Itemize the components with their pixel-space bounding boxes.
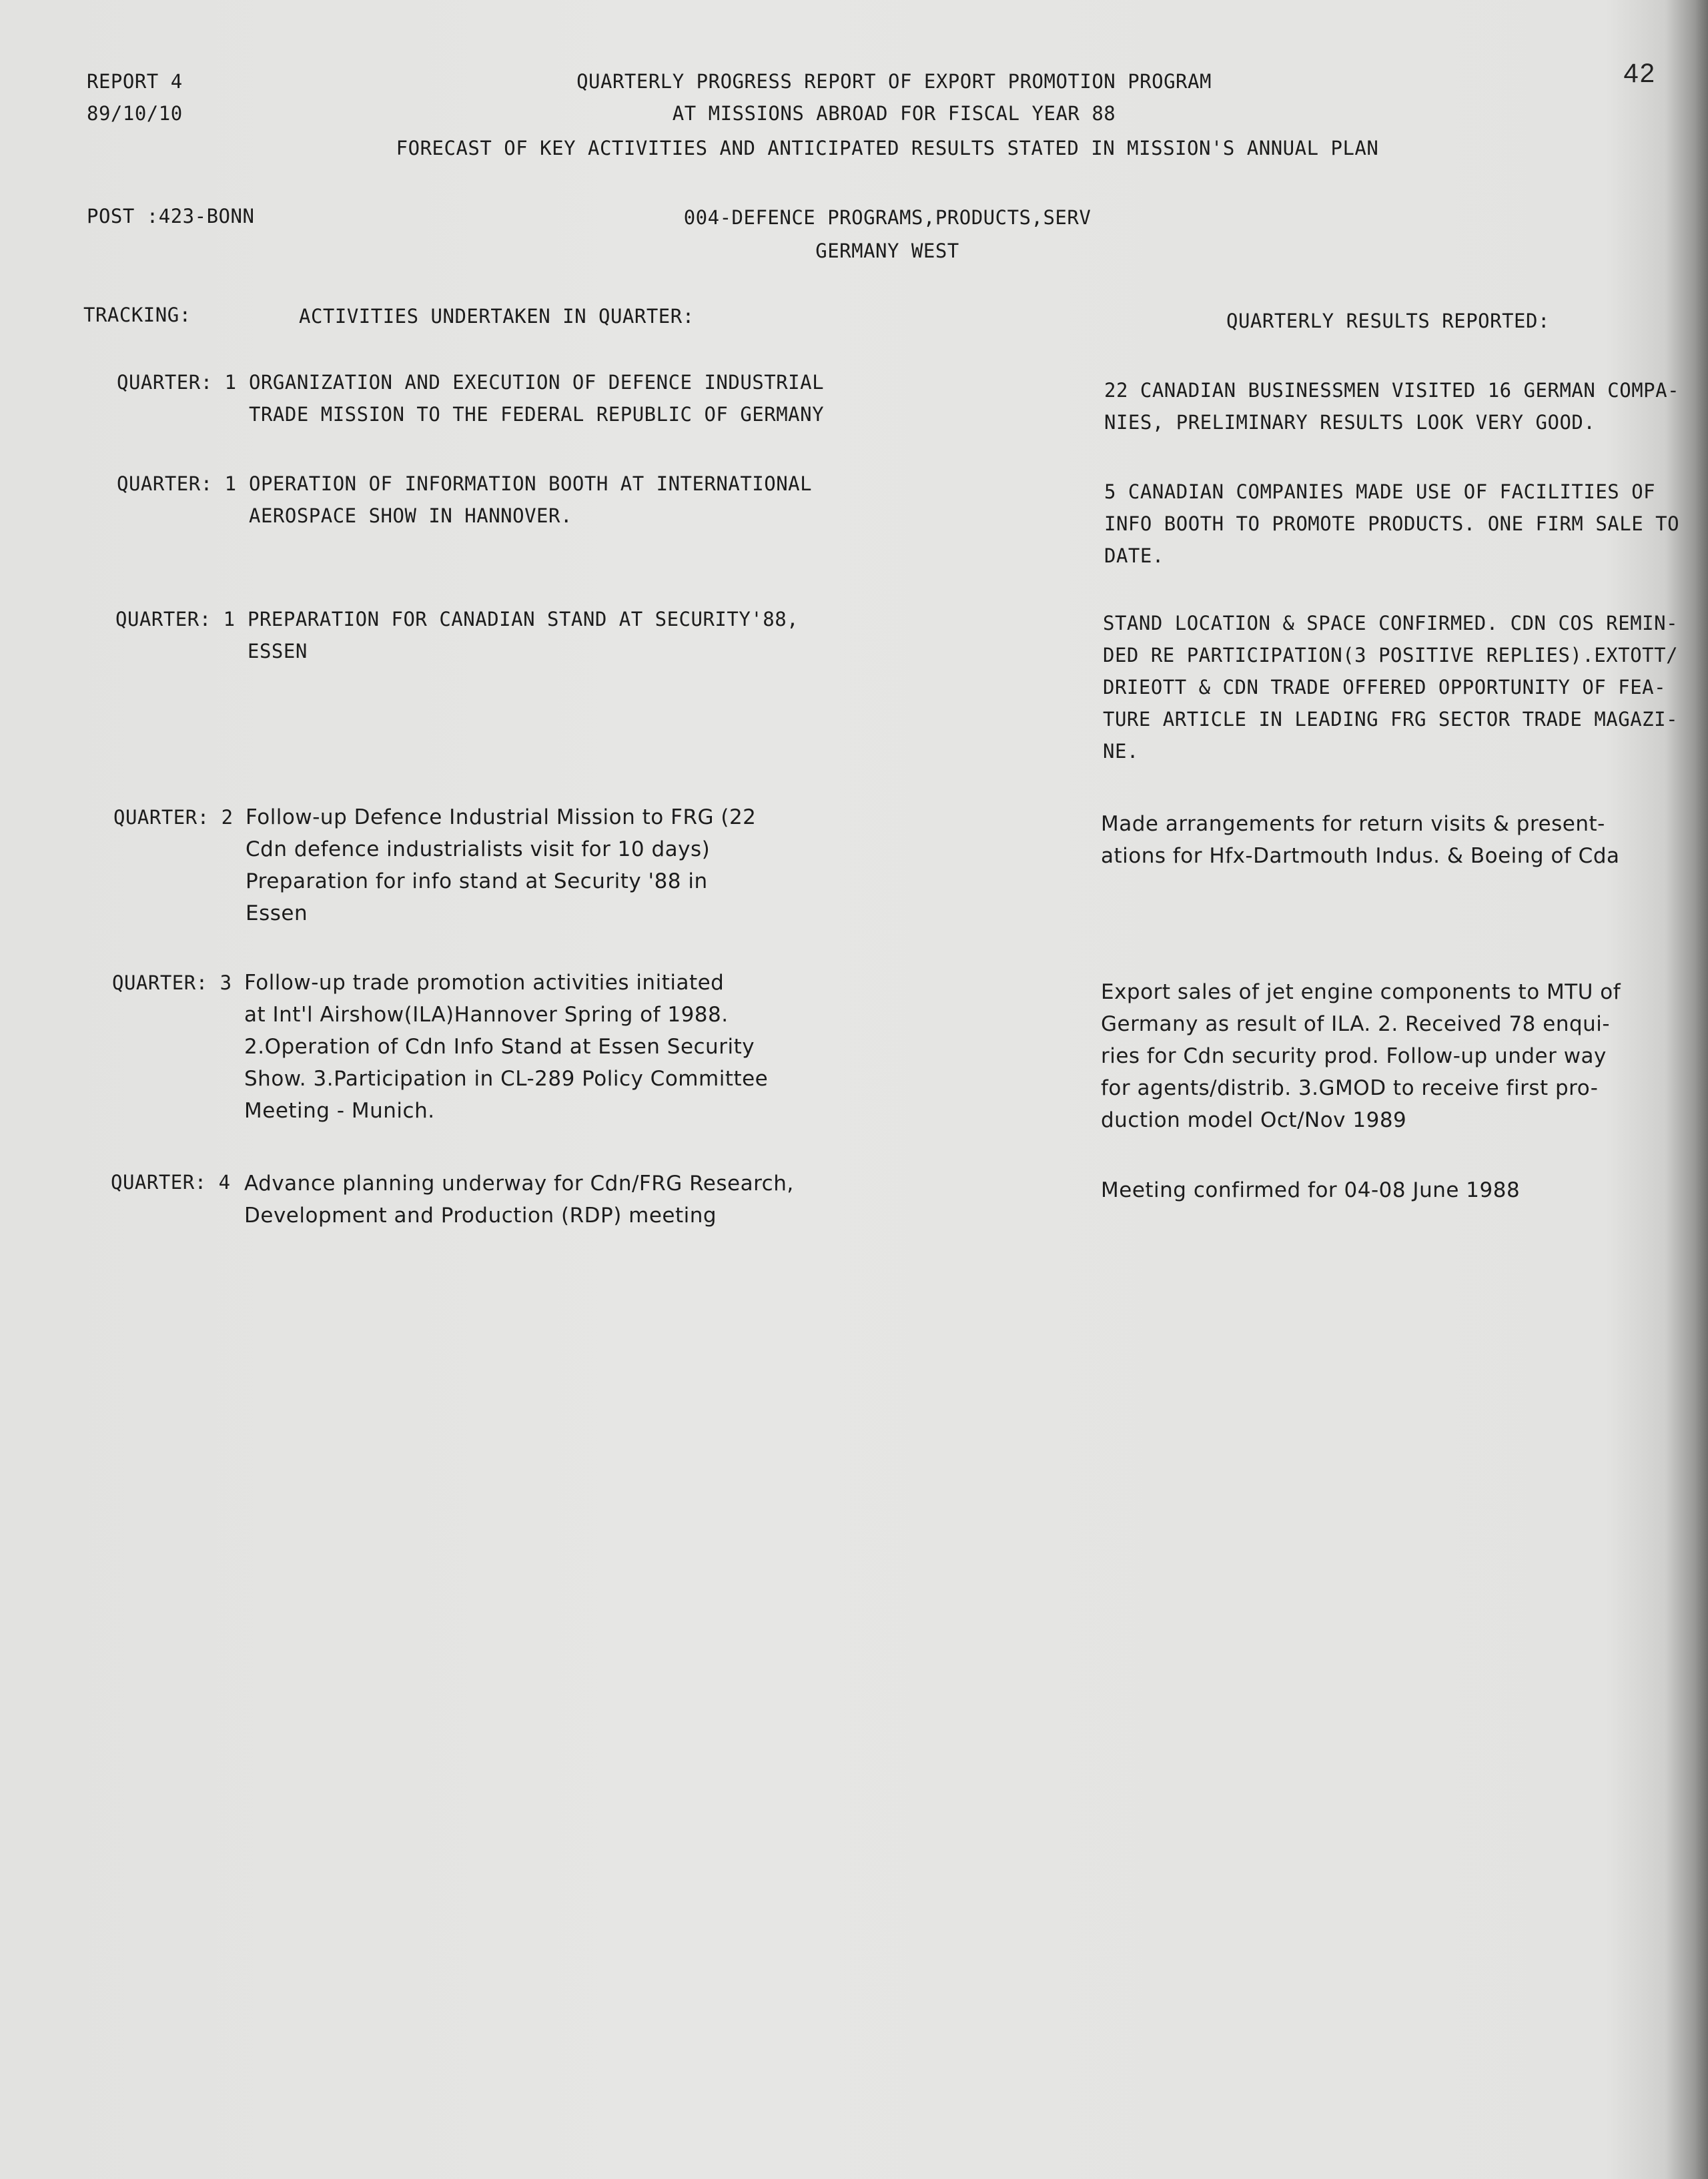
entry-result: STAND LOCATION & SPACE CONFIRMED. CDN COS REMIN- DED RE PARTICIPATION(3 POSITIVE REPLIES).EXTOTT/ DRIEOTT & CDN TRADE OFFERED OPPORTUNITY OF FEA- TURE ARTICLE IN LEADING FRG SECTOR TRADE MAGAZI- NE. [1103, 612, 1679, 763]
entry-result: 22 CANADIAN BUSINESSMEN VISITED 16 GERMAN COMPA- NIES, PRELIMINARY RESULTS LOOK VERY GOOD. [1104, 379, 1680, 434]
entry-result: Meeting confirmed for 04-08 June 1988 [1101, 1178, 1521, 1202]
program-name: 004-DEFENCE PROGRAMS,PRODUCTS,SERV [683, 206, 1092, 229]
entry-activity: Follow-up trade promotion activities initiated at Int'l Airshow(ILA)Hannover Spring of 1988. 2.Operation of Cdn Info Stand at Essen Security Show. 3.Participation in CL-289 Policy Committee Meeting - Munich. [244, 971, 769, 1123]
column-header-results: QUARTERLY RESULTS REPORTED: [1226, 310, 1550, 332]
report-title-line-1: QUARTERLY PROGRESS REPORT OF EXPORT PROMOTION PROGRAM [576, 70, 1212, 93]
entry-activity: ORGANIZATION AND EXECUTION OF DEFENCE INDUSTRIAL TRADE MISSION TO THE FEDERAL REPUBLIC OF GERMANY [249, 371, 825, 426]
post-label: POST :423-BONN [87, 205, 255, 228]
column-header-activities: ACTIVITIES UNDERTAKEN IN QUARTER: [299, 305, 695, 328]
entry-quarter-label: QUARTER: 1 [115, 608, 236, 630]
entry-activity: Follow-up Defence Industrial Mission to FRG (22 Cdn defence industrialists visit for 10 days) Preparation for info stand at Security '88 in Essen [246, 805, 757, 925]
entry-quarter-label: QUARTER: 3 [112, 971, 232, 994]
program-country: GERMANY WEST [815, 240, 959, 262]
report-title-line-2: AT MISSIONS ABROAD FOR FISCAL YEAR 88 [672, 102, 1116, 125]
page-number: 42 [1623, 59, 1656, 88]
report-title-line-3: FORECAST OF KEY ACTIVITIES AND ANTICIPATED RESULTS STATED IN MISSION'S ANNUAL PLAN [396, 137, 1379, 159]
entry-activity: OPERATION OF INFORMATION BOOTH AT INTERNATIONAL AEROSPACE SHOW IN HANNOVER. [249, 472, 813, 527]
entry-quarter-label: QUARTER: 2 [113, 806, 234, 829]
entry-activity: PREPARATION FOR CANADIAN STAND AT SECURITY'88, ESSEN [248, 608, 799, 663]
column-header-tracking: TRACKING: [83, 304, 191, 326]
entry-activity: Advance planning underway for Cdn/FRG Research, Development and Production (RDP) meeting [244, 1172, 794, 1228]
entry-result: Export sales of jet engine components to MTU of Germany as result of ILA. 2. Received 78 enqui- ries for Cdn security prod. Follow-up under way for agents/distrib. 3.GMOD to receive first pro- duction model Oct/Nov 1989 [1101, 980, 1621, 1132]
entry-quarter-label: QUARTER: 1 [117, 371, 237, 394]
entry-result: Made arrangements for return visits & present- ations for Hfx-Dartmouth Indus. & Boeing of Cda [1101, 812, 1620, 868]
report-number: REPORT 4 [87, 70, 183, 93]
entry-result: 5 CANADIAN COMPANIES MADE USE OF FACILITIES OF INFO BOOTH TO PROMOTE PRODUCTS. ONE FIRM SALE TO DATE. [1104, 480, 1680, 567]
entry-quarter-label: QUARTER: 1 [117, 472, 237, 495]
entry-quarter-label: QUARTER: 4 [111, 1171, 231, 1194]
report-date: 89/10/10 [87, 102, 183, 125]
